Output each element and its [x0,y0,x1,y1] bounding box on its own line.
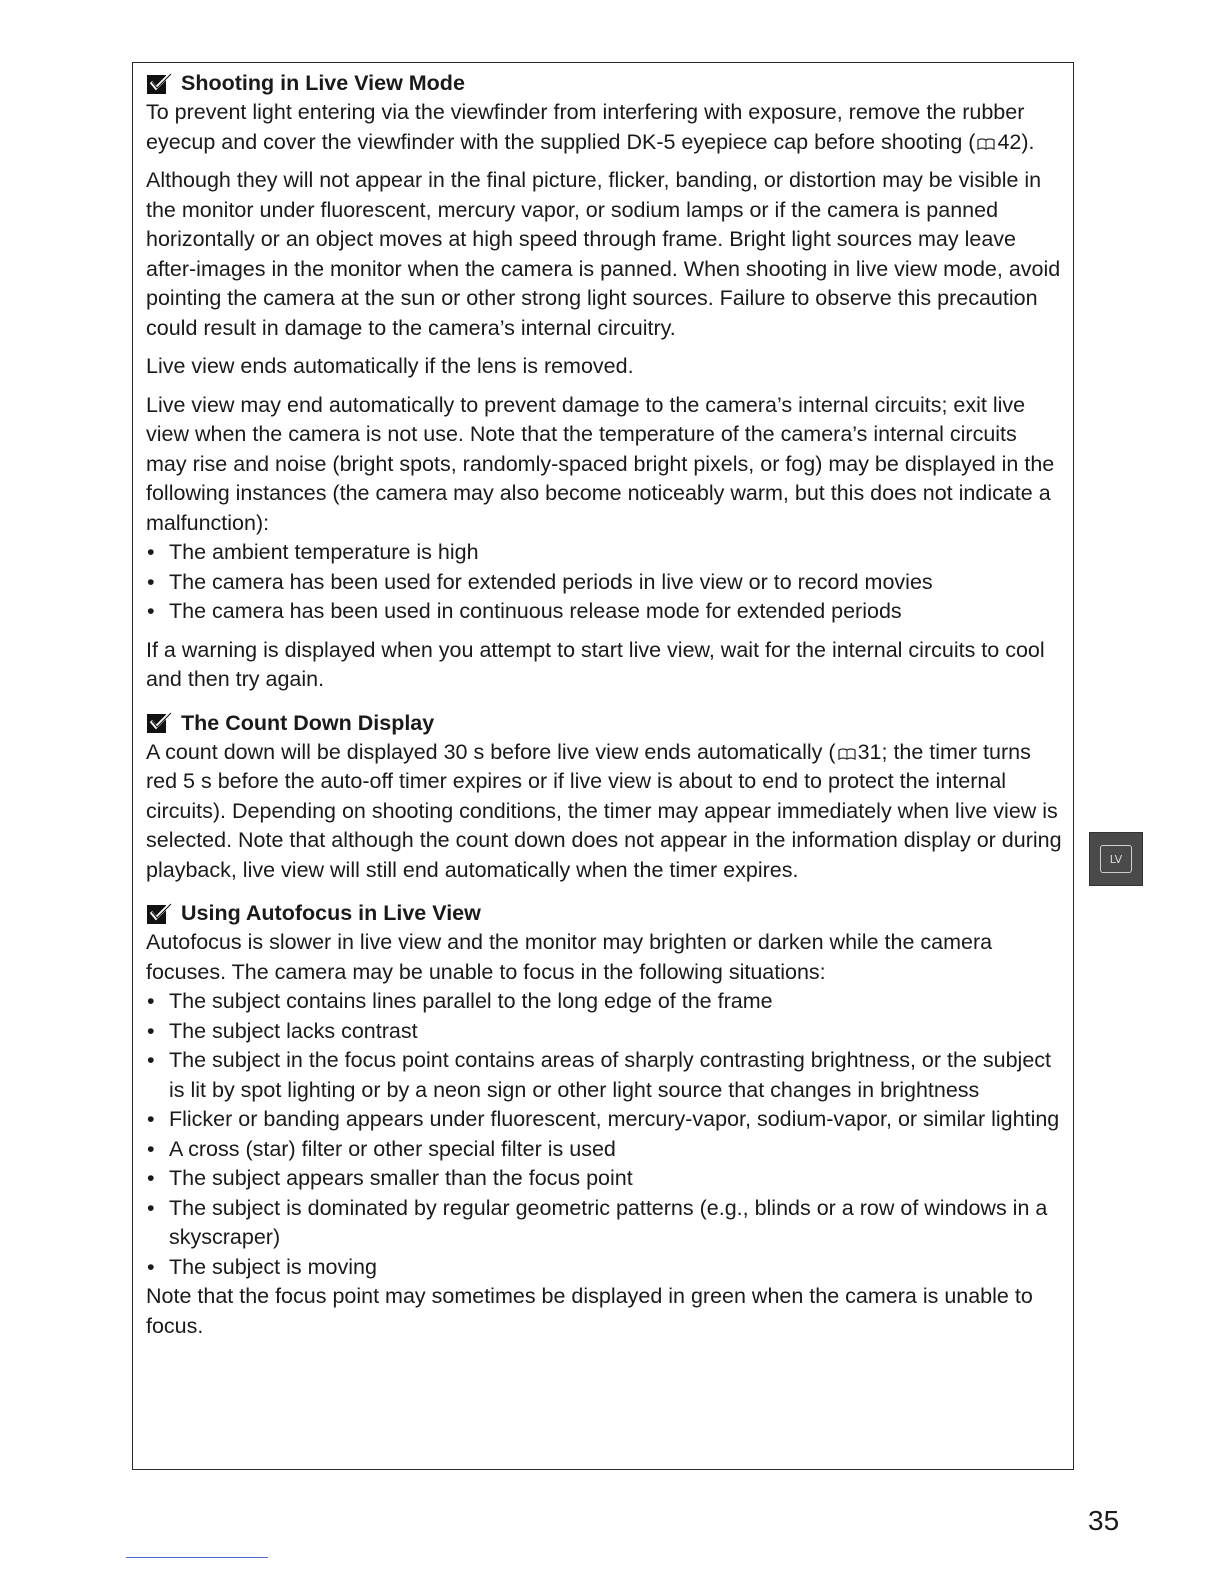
caution-checkmark-icon [146,903,172,925]
paragraph: To prevent light entering via the viewfinder from interfering with exposure, remove the rubber eyecup and cover the viewfinder with the supplied DK-5 eyepiece cap before shooting ( 42). [146,100,1035,154]
section-title: Shooting in Live View Mode [181,71,465,95]
list-item: • The ambient temperature is high [146,538,1063,568]
paragraph: Live view ends automatically if the lens is removed. [146,354,634,378]
manual-page-reference-icon [977,137,995,150]
live-view-chapter-tab [1089,832,1143,886]
page-number: 35 [1088,1505,1120,1536]
list-item: • The subject lacks contrast [146,1017,1063,1047]
paragraph: A count down will be displayed 30 s before live view ends automatically ( 31; the timer turns red 5 s before the auto-off timer expires or if live view is about to end to protect the internal circuits). Depending on shooting conditions, the timer may appear immediately when live view is selected. Note that although the count down does not appear in the information display or during playback, live view will still end automatically when the timer expires. [146,739,1062,882]
list-item: • The subject in the focus point contains areas of sharply contrasting brightness, or the subject is lit by spot lighting or by a neon sign or other light source that changes in brightness [146,1046,1063,1105]
list-item: • A cross (star) filter or other special filter is used [146,1135,1063,1165]
paragraph: Autofocus is slower in live view and the monitor may brighten or darken while the camera focuses. The camera may be unable to focus in the following situations: [146,930,993,984]
caution-notes-box [132,62,1074,1470]
bullet-list [146,987,1063,1282]
caution-checkmark-icon [146,73,172,95]
list-item: • Flicker or banding appears under fluorescent, mercury-vapor, sodium-vapor, or similar lighting [146,1105,1063,1135]
list-item: • The subject is dominated by regular geometric patterns (e.g., blinds or a row of windows in a skyscraper) [146,1194,1063,1253]
section-heading [146,709,1063,738]
manual-page-reference-icon [838,747,856,760]
caution-checkmark-icon [146,712,172,734]
section-count-down-display [146,709,1063,886]
section-shooting-live-view [146,69,1063,695]
list-item: • The subject appears smaller than the focus point [146,1164,1063,1194]
section-heading [146,899,1063,928]
section-using-autofocus [146,899,1063,1341]
list-item: • The camera has been used in continuous release mode for extended periods [146,597,1063,627]
paragraph: Although they will not appear in the final picture, flicker, banding, or distortion may be visible in the monitor under fluorescent, mercury vapor, or sodium lamps or if the camera is panned horizontally or an object moves at high speed through frame. Bright light sources may leave after-images in the monitor when the camera is panned. When shooting in live view mode, avoid pointing the camera at the sun or other strong light sources. Failure to observe this precaution could result in damage to the camera’s internal circuitry. [146,168,1061,340]
side-tab-label: LV [1109,852,1123,866]
live-view-icon [1100,845,1132,873]
list-item: • The camera has been used for extended periods in live view or to record movies [146,568,1063,598]
paragraph: Note that the focus point may sometimes be displayed in green when the camera is unable to focus. [146,1284,1033,1338]
section-title: The Count Down Display [181,710,435,735]
footer-divider [126,1557,268,1558]
section-heading [146,69,1063,98]
paragraph: If a warning is displayed when you attempt to start live view, wait for the internal circuits to cool and then try again. [146,637,1045,691]
list-item: • The subject is moving [146,1253,1063,1283]
paragraph: Live view may end automatically to prevent damage to the camera’s internal circuits; exit live view when the camera is not use. Note that the temperature of the camera’s internal circuits may rise and noise (bright spots, randomly-spaced bright pixels, or fog) may be displayed in the following instances (the camera may also become noticeably warm, but this does not indicate a malfunction): [146,392,1055,535]
bullet-list [146,538,1063,627]
section-title: Using Autofocus in Live View [181,901,481,925]
list-item: • The subject contains lines parallel to the long edge of the frame [146,987,1063,1017]
